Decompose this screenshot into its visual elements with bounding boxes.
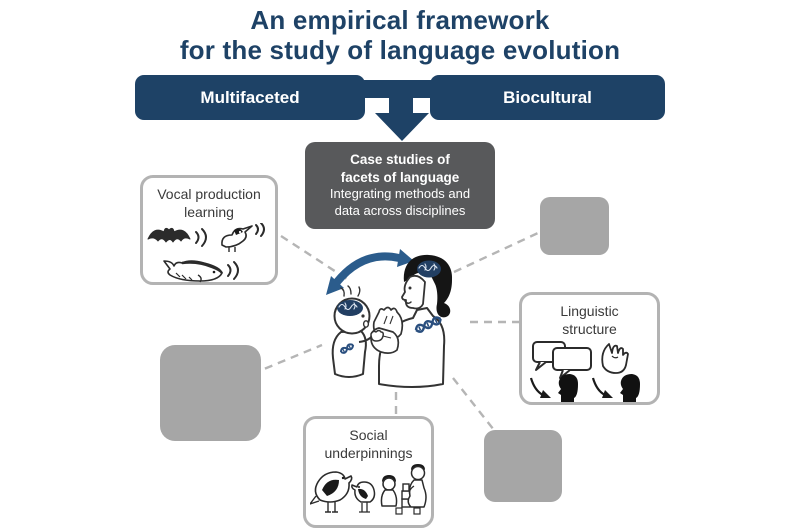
linguistic-structure-illustration — [527, 340, 653, 402]
speech-bubbles-icon — [533, 342, 591, 378]
juvenile-bird-icon — [351, 482, 374, 512]
sound-waves-icon — [256, 223, 264, 236]
adult-with-brain-icon — [371, 255, 452, 387]
facet-box-social-underpinnings — [303, 416, 434, 528]
baby-with-brain-icon — [333, 286, 384, 377]
curved-arrow-icon — [593, 378, 613, 398]
facet-linguistic-label: Linguistic structure — [560, 303, 619, 337]
dash-left-to-center — [252, 345, 322, 374]
pillar-biocultural-label: Biocultural — [503, 87, 592, 107]
songbird-icon — [222, 226, 252, 252]
curved-arrow-icon — [531, 378, 551, 398]
curved-exchange-arrow-icon — [326, 249, 414, 295]
children-playing-blocks-icon — [381, 464, 426, 514]
placeholder-box-bottom-right — [484, 430, 562, 502]
pillar-biocultural — [430, 75, 665, 120]
social-underpinnings-illustration — [310, 464, 428, 522]
bat-icon — [148, 228, 190, 242]
placeholder-box-left — [160, 345, 261, 441]
placeholder-box-top-right — [540, 197, 609, 255]
page-title — [0, 5, 800, 65]
facet-social-label: Social underpinnings — [324, 427, 413, 461]
head-profile-icon — [620, 374, 640, 402]
sound-waves-icon — [196, 229, 206, 246]
case-studies-heading-line1: Case studies of — [350, 152, 450, 168]
facet-box-vocal-production — [140, 175, 278, 285]
case-studies-subtext-line2: data across disciplines — [334, 203, 466, 219]
page-title-line1: An empirical framework — [250, 5, 550, 35]
case-studies-heading-line2: facets of language — [340, 169, 460, 185]
sign-language-hand-icon — [602, 344, 628, 373]
head-profile-icon — [558, 374, 578, 402]
vocal-learning-animals-illustration — [146, 223, 272, 285]
pillar-multifaceted — [135, 75, 365, 120]
whale-icon — [164, 261, 222, 282]
merge-down-arrow-icon — [355, 75, 450, 147]
facet-vocal-label: Vocal production learning — [157, 186, 261, 220]
central-illustration-caregiver-infant — [313, 246, 485, 388]
facet-box-linguistic-structure — [519, 292, 660, 405]
page-title-line2: for the study of language evolution — [179, 35, 621, 66]
case-studies-box — [305, 142, 495, 229]
adult-bird-icon — [310, 472, 352, 512]
pillar-multifaceted-label: Multifaceted — [200, 87, 300, 107]
case-studies-subtext-line1: Integrating methods and — [329, 186, 471, 202]
sound-waves-icon — [228, 262, 238, 279]
